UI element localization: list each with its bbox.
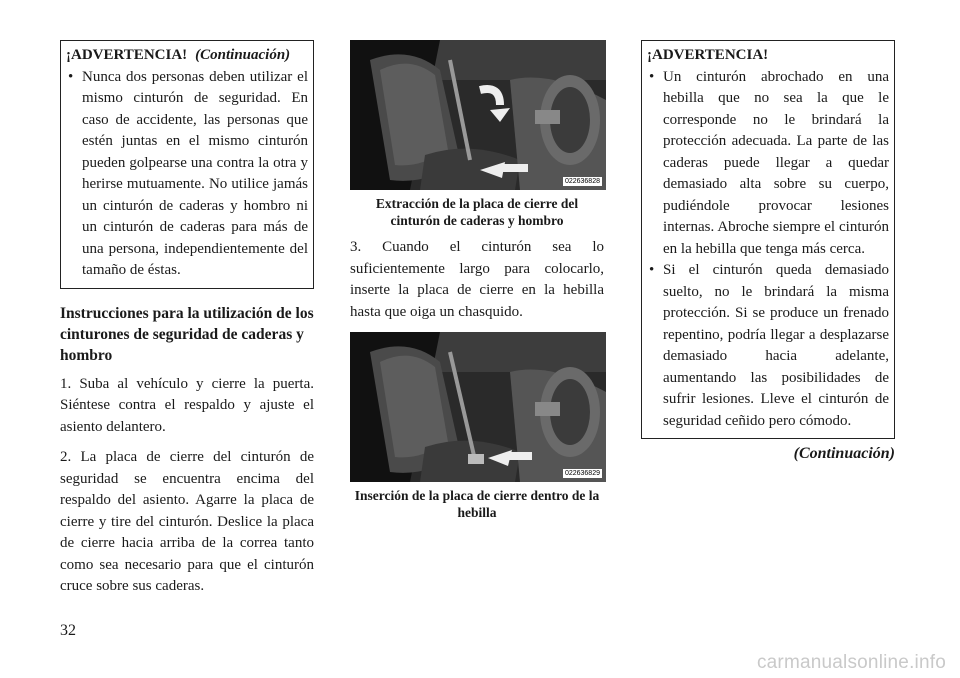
warning-bullet: • Un cinturón abrochado en una hebilla que no sea la que le corresponde no le brindará la protección adecuada. La parte de las caderas puede llegar a quedar demasiado alta sobre su cuerpo, pudiéndole provocar lesiones internas. Abroche siempre el cinturón en la hebilla que tenga más cerca. bbox=[647, 67, 889, 261]
step-1: 1. Suba al vehículo y cierre la puerta. Siéntese contra el respaldo y ajuste el asiento delantero. bbox=[60, 375, 314, 435]
seat-belt-photo-2 bbox=[350, 332, 606, 482]
warning-continued-label: (Continuación) bbox=[195, 47, 291, 63]
column-right bbox=[641, 40, 895, 465]
page-number: 32 bbox=[60, 622, 76, 639]
warning-bullet: • Nunca dos personas deben utilizar el mismo cinturón de seguridad. En caso de accidente, las personas que estén juntas en el mismo cinturón pueden golpearse una contra la otra y herirse mutuamente. No utilice jamás un cinturón de caderas y hombro ni un cinturón de caderas para más de una persona, independientemente del tamaño de éstas. bbox=[66, 67, 308, 282]
figure-latch-plate-extraction bbox=[350, 40, 606, 190]
column-middle bbox=[350, 40, 604, 529]
section-title: Instrucciones para la utilización de los cinturones de seguridad de caderas y hombro bbox=[60, 304, 314, 364]
warning-heading bbox=[647, 45, 889, 67]
watermark: carmanualsonline.info bbox=[756, 652, 946, 673]
warning-bullet: • Si el cinturón queda demasiado suelto, no le brindará la misma protección. Si se produce un frenado repentino, podría llegar a desplazarse demasiado hacia adelante, aumentando las posibilidades de sufrir lesiones. Lleve el cinturón de seguridad ceñido pero cómodo. bbox=[647, 260, 889, 432]
figure-1-code: 022636828 bbox=[564, 178, 600, 185]
column-left bbox=[60, 40, 314, 607]
figure-2-code: 022636829 bbox=[564, 470, 600, 477]
warning-bullet-list bbox=[66, 67, 308, 282]
warning-box-continued bbox=[60, 40, 314, 289]
figure-1-caption: Extracción de la placa de cierre del cinturón de caderas y hombro bbox=[375, 196, 579, 228]
warning-title: ¡ADVERTENCIA! bbox=[647, 47, 769, 63]
step-3: 3. Cuando el cinturón sea lo suficientemente largo para colocarlo, inserte la placa de cierre en la hebilla hasta que oiga un chasquido. bbox=[350, 239, 604, 320]
warning-title: ¡ADVERTENCIA! bbox=[66, 47, 188, 63]
warning-bullet-list bbox=[647, 67, 889, 433]
step-2: 2. La placa de cierre del cinturón de seguridad se encuentra encima del respaldo del asiento. Agarre la placa de cierre y tire del cinturón. Deslice la placa de cierre hacia arriba de la correa tanto como sea necesario para que el cinturón cruce sobre sus caderas. bbox=[60, 449, 314, 594]
figure-latch-plate-insertion bbox=[350, 332, 606, 482]
seat-belt-photo-1 bbox=[350, 40, 606, 190]
warning-heading bbox=[66, 45, 308, 67]
figure-2-caption: Inserción de la placa de cierre dentro de la hebilla bbox=[354, 488, 600, 520]
continued-label: (Continuación) bbox=[793, 445, 895, 462]
warning-box bbox=[641, 40, 895, 439]
